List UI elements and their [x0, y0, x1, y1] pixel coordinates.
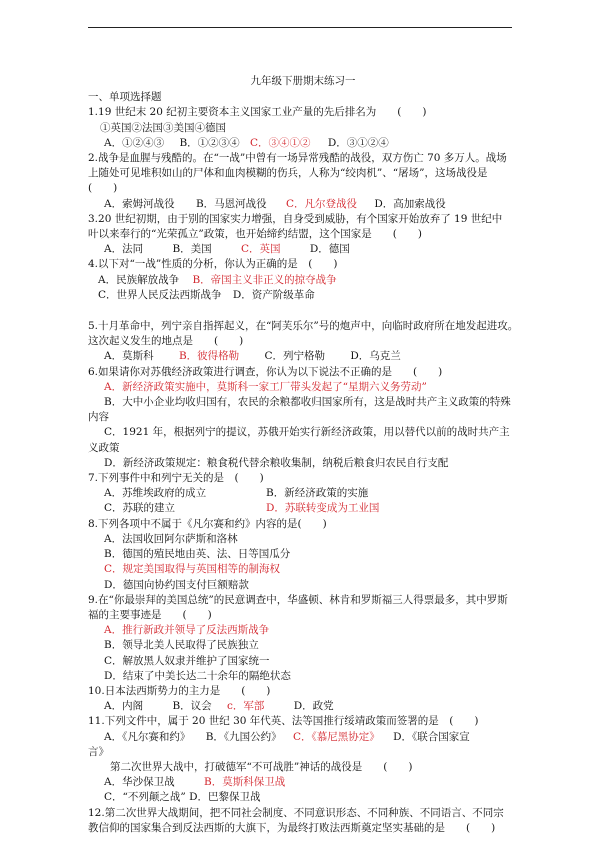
q11-option-a: A．《凡尔赛和约》: [104, 730, 191, 743]
q11b-option-d: D．巴黎保卫战: [189, 791, 261, 804]
q3-option-c-answer: C．英国: [241, 243, 281, 256]
q7-option-c: C．苏联的建立: [104, 502, 176, 515]
q10-stem: 10.日本法西斯势力的主力是 ( ): [88, 684, 271, 697]
q11b-option-a: A．华沙保卫战: [104, 776, 175, 789]
q1-options: [88, 136, 518, 151]
q4-option-b-answer: B．帝国主义非正义的掠夺战争: [192, 273, 337, 286]
q3-stem-2: 叶以来奉行的“光荣孤立”政策，也开始缔约结盟，这个国家是 ( ): [88, 228, 422, 241]
q3-options: [88, 242, 518, 257]
q9-option-d: D．结束了中美长达二十余年的隔绝状态: [104, 669, 291, 682]
q3-option-b: B．美国: [172, 243, 212, 256]
worksheet: [88, 74, 518, 836]
q9-stem-1: 9.在“你最崇拜的美国总统”的民意调查中，华盛顿、林肯和罗斯福三人得票最多，其中罗斯: [88, 593, 508, 606]
q11-option-d-cont: 言》: [88, 745, 109, 758]
q4-options-row1: [88, 273, 518, 288]
q5-option-b-answer: B．彼得格勒: [178, 350, 240, 363]
q6-option-c-1: C．1921 年，根据列宁的提议，苏俄开始实行新经济政策，用以替代以前的战时共产主: [104, 426, 510, 439]
q6-stem: 6.如果请你对苏俄经济政策进行调查，你认为以下说法不正确的是 ( ): [88, 365, 443, 378]
q2-options: [88, 197, 518, 212]
q1-stem: 1.19 世纪末 20 纪初主要资本主义国家工业产量的先后排名为 ( ): [88, 106, 427, 119]
q5-options: [88, 349, 518, 364]
q5-option-a: A．莫斯科: [104, 350, 154, 363]
q1-items: ①英国②法国③美国④德国: [100, 121, 226, 134]
q10-option-b: B．议会: [172, 700, 212, 713]
q7-stem: 7.下列事件中和列宁无关的是 ( ): [88, 472, 264, 485]
q6-option-b-1: B．大中小企业均收归国有，农民的余粮都收归国家所有，这是战时共产主义政策的特殊: [104, 396, 511, 409]
header-rule: [88, 27, 512, 28]
q1-option-b: B．①②③④: [179, 136, 240, 149]
q8-option-d: D．德国向协约国支付巨额赔款: [104, 578, 249, 591]
q4-option-a: A．民族解放战争: [98, 273, 180, 286]
q5-stem-2: 这次起义发生的地点是 ( ): [88, 335, 244, 348]
q7-option-d-answer: D．苏联转变成为工业国: [266, 502, 380, 515]
q7-options-row1: [88, 486, 518, 501]
q3-option-a: A．法同: [104, 243, 144, 256]
q4-option-c: C．世界人民反法西斯战争: [98, 288, 222, 301]
q6-option-a-answer: A．新经济政策实施中，莫斯科一家工厂带头发起了“星期六义务劳动”: [104, 380, 427, 393]
q4-options-row2: [88, 288, 518, 303]
q8-option-a: A．法国收回阿尔萨斯和洛林: [104, 532, 238, 545]
q11b-stem: 第二次世界大战中，打破德军“不可战胜”神话的战役是 ( ): [110, 760, 413, 773]
q2-option-a: A．索姆河战役: [104, 197, 175, 210]
section-heading: 一、单项选择题: [88, 91, 162, 104]
q11b-option-b-answer: B．莫斯科保卫战: [204, 776, 286, 789]
q11-option-c-answer: C．《慕尼黑协定》: [293, 730, 380, 743]
q7-option-a: A．苏维埃政府的成立: [104, 487, 207, 500]
q7-options-row2: [88, 501, 518, 516]
q2-option-b: B．马恩河战役: [195, 197, 267, 210]
q5-option-d: D．乌克兰: [350, 350, 401, 363]
q6-option-b-2: 内容: [88, 411, 109, 424]
q11b-options-row1: [88, 775, 518, 790]
q5-option-c: C．列宁格勒: [264, 350, 326, 363]
q12-stem-2: 教信仰的国家集合到反法西斯的大旗下，为最终打败法西斯奠定坚实基础的是 ( ): [88, 821, 496, 834]
q6-option-c-2: 义政策: [88, 441, 120, 454]
q11-options: [88, 730, 518, 745]
q11-option-b: B．《九国公约》: [205, 730, 282, 743]
q10-options: [88, 699, 518, 714]
q10-option-d: D．政党: [293, 700, 334, 713]
q11b-options-row2: [88, 790, 518, 805]
q2-stem-3: ( ): [88, 182, 118, 195]
q6-option-d: D．新经济政策规定：粮食税代替余粮收集制，纳税后粮食归农民自行支配: [104, 456, 449, 469]
q5-stem-1: 5.十月革命中，列宁亲自指挥起义，在“阿芙乐尔”号的炮声中，向临时政府所在地发起进攻。: [88, 320, 519, 333]
q9-stem-2: 福的主要事迹是 ( ): [88, 608, 212, 621]
page-title: 九年级下册期末练习一: [250, 75, 356, 87]
q2-option-c-answer: C．凡尔登战役: [286, 197, 358, 210]
q4-stem: 4.以下对“一战”性质的分析，你认为正确的是 ( ): [88, 258, 338, 271]
q3-stem-1: 3.20 世纪初期，由于别的国家实力增强，自身受到威胁，有个国家开始放弃了 19 世纪中: [88, 212, 503, 225]
q1-option-a: A．①②④③: [104, 136, 165, 149]
q11b-option-c: C．“不列颠之战”: [104, 791, 186, 804]
q2-stem-2: 上随处可见堆积如山的尸体和血肉模糊的伤兵，人称为“绞肉机”、“屠场”，这场战役是: [88, 167, 488, 180]
q12-stem-1: 12.第二次世界大战期间，把不同社会制度、不同意识形态、不同种族、不同语言、不同宗: [88, 806, 504, 819]
q8-option-c-answer: C．规定美国取得与英国相等的制海权: [104, 563, 281, 576]
q9-option-c: C．解放黑人奴隶并维护了国家统一: [104, 654, 270, 667]
q1-option-c-answer: C．③④①②: [250, 136, 311, 149]
q10-option-c-answer: c．军部: [227, 700, 265, 713]
q11-stem: 11.下列文件中，属于 20 世纪 30 年代英、法等国推行绥靖政策而签署的是 ( ): [88, 715, 479, 728]
q9-option-b: B．领导北美人民取得了民族独立: [104, 639, 259, 652]
q7-option-b: B．新经济政策的实施: [266, 487, 369, 500]
q8-stem: 8.下列各项中不属于《凡尔赛和约》内容的是( ): [88, 517, 327, 530]
q10-option-a: A．内阁: [104, 700, 144, 713]
q8-option-b: B．德国的殖民地由英、法、日等国瓜分: [104, 548, 291, 561]
q11-option-d: D．《联合国家宣: [393, 730, 470, 743]
q9-option-a-answer: A．推行新政并领导了反法西斯战争: [104, 624, 270, 637]
q4-option-d: D．资产阶级革命: [232, 288, 315, 301]
q2-stem-1: 2.战争是血腥与残酷的。在“一战”中曾有一场异常残酷的战役，双方伤亡 70 多万人。战场: [88, 152, 507, 165]
q3-option-d: D．德国: [309, 243, 350, 256]
q1-option-d: D．③①②④: [327, 136, 389, 149]
q2-option-d: D．高加索战役: [374, 197, 446, 210]
